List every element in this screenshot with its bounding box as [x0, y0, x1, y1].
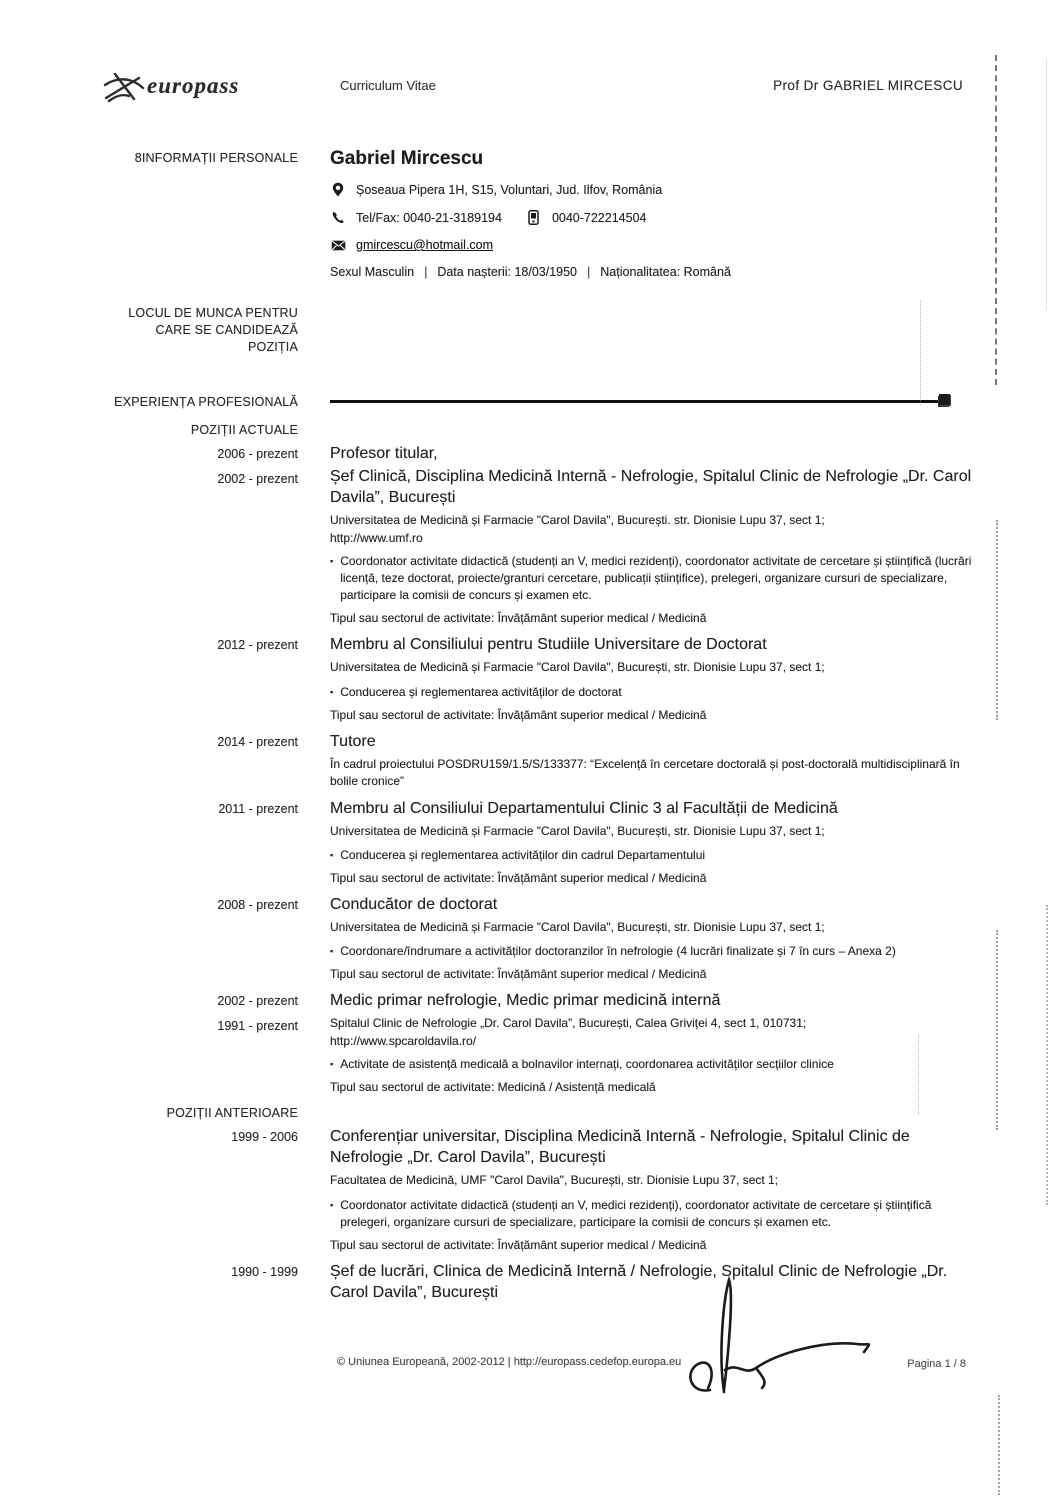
mobile-phone-icon: [526, 210, 542, 225]
entry-title: Șef Clinică, Disciplina Medicină Internă - Nefrologie, Spitalul Clinic de Nefrologie „Dr. Carol Davila”, București: [330, 467, 972, 507]
scan-artifact: [1046, 905, 1048, 1205]
experience-entry: [0, 443, 1000, 627]
personal-section-label: 8INFORMAȚII PERSONALE: [134, 151, 298, 165]
entry-date: 2008 - prezent: [217, 897, 298, 912]
previous-positions-label: POZIȚII ANTERIOARE: [166, 1106, 298, 1121]
separator: |: [587, 265, 591, 279]
entry-bullet: [330, 847, 978, 864]
entry-organization: Universitatea de Medicină și Farmacie "Carol Davila", București, str. Dionisie Lupu 37, sect 1;: [330, 660, 825, 675]
scan-artifact: [918, 1035, 919, 1115]
entry-activity-type: Tipul sau sectorul de activitate: Învățământ superior medical / Medicină: [330, 707, 707, 722]
separator: |: [424, 265, 428, 279]
bullet-icon: ▪: [330, 556, 334, 567]
scan-artifact: [998, 1395, 1000, 1495]
phone-icon: [330, 211, 346, 225]
entry-bullet: [330, 1056, 978, 1073]
scan-artifact: [996, 520, 998, 720]
section-divider: [330, 400, 938, 403]
entry-bullet: [330, 553, 978, 604]
entry-bullet-text: Conducerea și reglementarea activităților din cadrul Departamentului: [340, 848, 706, 862]
entry-activity-type: Tipul sau sectorul de activitate: Învățământ superior medical / Medicină: [330, 967, 707, 982]
current-positions-label: POZIȚII ACTUALE: [190, 423, 298, 437]
telfax-text: Tel/Fax: 0040-21-3189194: [356, 210, 502, 225]
entry-bullet-text: Activitate de asistență medicală a bolnavilor internați, coordonarea activităților secțiilor clinice: [340, 1057, 834, 1072]
person-name: Gabriel Mircescu: [330, 148, 484, 169]
entry-organization: Facultatea de Medicină, UMF "Carol Davila", București, str. Dionisie Lupu 37, sect 1;: [330, 1173, 779, 1188]
entry-date: 1999 - 2006: [231, 1130, 298, 1145]
copyright-text: © Uniunea Europeană, 2002-2012 | http://europass.cedefop.europa.eu: [337, 1356, 682, 1368]
entry-date: 2014 - prezent: [217, 734, 298, 749]
entry-bullet-text: Conducerea și reglementarea activităților de doctorat: [340, 684, 622, 699]
entry-organization: În cadrul proiectului POSDRU159/1.5/S/133377: “Excelență în cercetare doctorală și post-doctorală multidisciplinară în bolile cronice”: [330, 756, 960, 789]
entry-bullet-text: Coordonare/îndrumare a activităților doctoranzilor în nefrologie (4 lucrări finalizate și 7 în curs – Anexa 2): [340, 944, 896, 959]
email-link[interactable]: gmircescu@hotmail.com: [356, 238, 494, 252]
entry-title: Conferențiar universitar, Disciplina Medicină Internă - Nefrologie, Spitalul Clinic de Nefrologie „Dr. Carol Davila”, București: [330, 1128, 910, 1167]
mobile-text: 0040-722214504: [551, 210, 647, 225]
scan-artifact: [995, 55, 997, 385]
entry-title: Membru al Consiliului pentru Studiile Universitare de Doctorat: [330, 636, 767, 654]
job-applied-label-line3: POZIȚIA: [247, 339, 298, 354]
bullet-icon: ▪: [330, 850, 334, 860]
entry-title: Tutore: [330, 732, 376, 750]
entry-title: Șef de lucrări, Clinica de Medicină Internă / Nefrologie, Spitalul Clinic de Nefrologie „Dr. Carol Davila”, București: [330, 1262, 948, 1301]
entry-title: Conducător de doctorat: [330, 895, 498, 913]
entry-date: 2006 - prezent: [217, 446, 298, 461]
demographics-line: [330, 265, 978, 279]
address-text: Șoseaua Pipera 1H, S15, Voluntari, Jud. Ilfov, România: [356, 182, 663, 197]
entry-bullet: [330, 1197, 978, 1231]
entry-activity-type: Tipul sau sectorul de activitate: Medicină / Asistență medicală: [330, 1080, 656, 1095]
entry-organization: Universitatea de Medicină și Farmacie "Carol Davila", București, str. Dionisie Lupu 37, sect 1;: [330, 919, 825, 934]
experience-entries: [0, 420, 1000, 1312]
entry-date: 2011 - prezent: [218, 801, 298, 816]
entry-title: Medic primar nefrologie, Medic primar medicină internă: [330, 992, 721, 1010]
scan-artifact: [996, 930, 998, 1130]
header-owner-name: Prof Dr GABRIEL MIRCESCU: [773, 78, 963, 93]
experience-section-header: [0, 392, 1058, 411]
entry-organization: Universitatea de Medicină și Farmacie "Carol Davila", București, str. Dionisie Lupu 37, sect 1;: [330, 823, 825, 838]
entry-title: Profesor titular,: [330, 444, 438, 462]
entry-organization: Universitatea de Medicină și Farmacie "Carol Davila", București. str. Dionisie Lupu 37, sect 1;: [330, 513, 825, 528]
experience-section-label: EXPERIENȚA PROFESIONALĂ: [114, 395, 298, 409]
entry-date: 1991 - prezent: [217, 1018, 298, 1033]
page-number: Pagina 1 / 8: [907, 1358, 966, 1370]
entry-date: 2012 - prezent: [217, 638, 298, 653]
email-line: [330, 238, 978, 252]
address-line: [330, 182, 978, 197]
experience-entry: [0, 894, 1000, 983]
scan-artifact: [1046, 60, 1047, 310]
entry-bullet: [330, 684, 978, 701]
entry-date: 2002 - prezent: [217, 994, 298, 1009]
handwritten-signature: [672, 1272, 902, 1397]
entry-date: 2002 - prezent: [217, 471, 298, 486]
bullet-icon: ▪: [330, 1199, 334, 1210]
document-type-label: Curriculum Vitae: [340, 78, 436, 93]
experience-entry: [0, 798, 1000, 887]
entry-activity-type: Tipul sau sectorul de activitate: Învățământ superior medical / Medicină: [330, 1237, 707, 1252]
entry-activity-type: Tipul sau sectorul de activitate: Învățământ superior medical / Medicină: [330, 611, 707, 626]
nationality-text: Naționalitatea: Română: [600, 265, 731, 279]
job-applied-section: [0, 303, 298, 356]
job-applied-label-line1: LOCUL DE MUNCA PENTRU: [128, 306, 298, 320]
entry-date: 1990 - 1999: [231, 1264, 298, 1279]
birthdate-text: Data nașterii: 18/03/1950: [437, 265, 578, 279]
entry-url: http://www.spcaroldavila.ro/: [330, 1033, 477, 1048]
europass-figure-icon: [103, 68, 145, 104]
scan-artifact: [920, 300, 921, 405]
bullet-icon: ▪: [330, 1059, 334, 1070]
entry-organization: Spitalul Clinic de Nefrologie „Dr. Carol Davila”, București, Calea Griviței 4, sect 1, 010731;: [330, 1016, 807, 1031]
page-header: [0, 68, 1058, 108]
experience-entry: [0, 1126, 1000, 1253]
job-applied-label-line2: CARE SE CANDIDEAZĂ: [155, 322, 298, 337]
entry-title: Membru al Consiliului Departamentului Clinic 3 al Facultății de Medicină: [330, 799, 838, 817]
experience-entry: [0, 990, 1000, 1096]
entry-bullet-text: Coordonator activitate didactică (studenți an V, medici rezidenți), coordonator activitate de cercetare și științifică prelegeri, organizare cursuri de specializare, participare la comisii de concurs și examen etc.: [340, 1197, 932, 1229]
scan-artifact-blob: [939, 394, 950, 405]
personal-info-section: [0, 148, 980, 279]
bullet-icon: ▪: [330, 686, 334, 697]
experience-entry: [0, 731, 1000, 791]
europass-logo: [103, 68, 239, 104]
envelope-icon: [330, 240, 346, 251]
location-pin-icon: [330, 182, 346, 197]
phone-line: [330, 210, 978, 225]
entry-bullet-text: Coordonator activitate didactică (studenți an V, medici rezidenți), coordonator activitate de cercetare și științifică (lucrări licență, teze doctorat, proiecte/granturi cercetare, publicații științifice), prelegeri, organizare cursuri de specializare, participare la comisii de concurs și examen etc.: [340, 554, 972, 603]
bullet-icon: ▪: [330, 946, 334, 957]
entry-bullet: [330, 943, 978, 960]
logo-text: europass: [147, 73, 240, 98]
entry-activity-type: Tipul sau sectorul de activitate: Învățământ superior medical / Medicină: [330, 871, 707, 886]
experience-entry: [0, 634, 1000, 723]
entry-url: http://www.umf.ro: [330, 530, 423, 545]
sex-text: Sexul Masculin: [330, 265, 415, 279]
